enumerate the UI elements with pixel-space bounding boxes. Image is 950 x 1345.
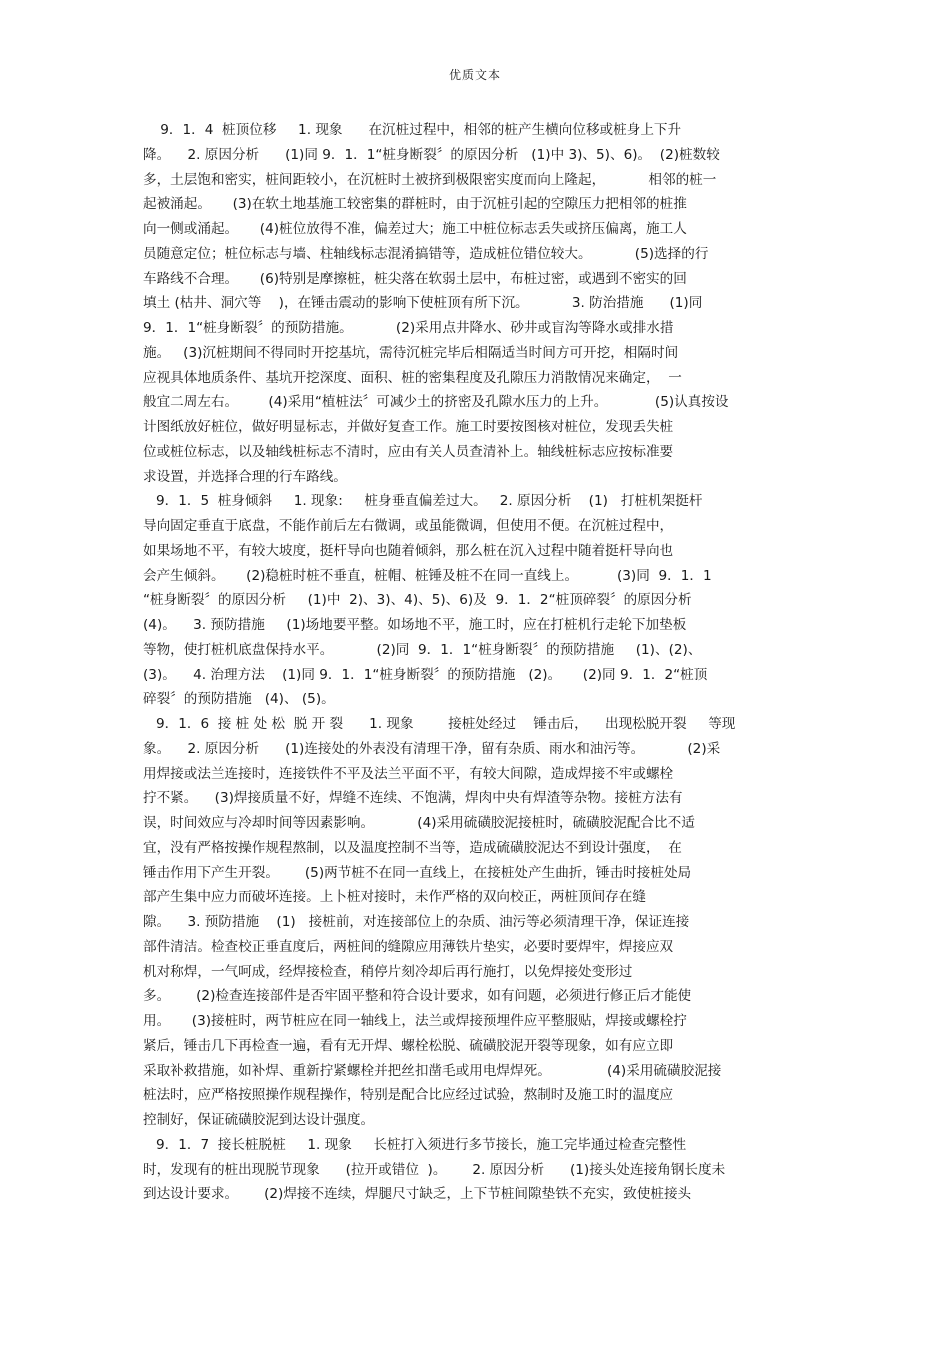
text-line: 采取补救措施，如补焊、重新拧紧螺栓并把丝扣凿毛或用电焊焊死。 (4)采用硫磺胶泥接 xyxy=(143,1062,722,1079)
text-line: 向一侧或涌起。 (4)桩位放得不准，偏差过大；施工中桩位标志丢失或挤压偏离，施工人 xyxy=(143,221,687,237)
text-line: 拧不紧。 (3)焊接质量不好，焊缝不连续、不饱满，焊肉中央有焊渣等杂物。接桩方法有 xyxy=(143,790,683,807)
text-line: 控制好，保证硫磺胶泥到达设计强度。 xyxy=(143,1112,375,1128)
text-line: 紧后，锤击几下再检查一遍，看有无开焊、螺栓松脱、硫磺胶泥开裂等现象，如有应立即 xyxy=(143,1037,674,1054)
text-line: 9．1．4 桩顶位移 1. 现象 在沉桩过程中，相邻的桩产生横向位移或桩身上下升 xyxy=(143,122,682,138)
text-line: 到达设计要求。 (2)焊接不连续，焊腿尺寸缺乏，上下节桩间隙垫铁不充实，致使桩接头 xyxy=(143,1186,692,1203)
text-line: 计图纸放好桩位，做好明显标志，并做好复查工作。施工时要按图核对桩位，发现丢失桩 xyxy=(143,419,674,435)
text-line: 降。 2. 原因分析 (1)同 9．1．1“桩身断裂〞的原因分析 (1)中 3)、5)、6)。 (2)桩数较 xyxy=(143,146,720,163)
text-line: 多，土层饱和密实，桩间距较小，在沉桩时土被挤到极限密实度而向上隆起， 相邻的桩一 xyxy=(143,171,717,188)
text-line: 施。 (3)沉桩期间不得同时开挖基坑，需待沉桩完毕后相隔适当时间方可开挖，相隔时间 xyxy=(143,344,679,361)
text-line: 起被涌起。 (3)在软土地基施工较密集的群桩时，由于沉桩引起的空隙压力把相邻的桩推 xyxy=(143,196,687,213)
text-line: (4)。 3. 预防措施 (1)场地要平整。如场地不平，施工时，应在打桩机行走轮下加垫板 xyxy=(143,617,687,633)
text-line: 误，时间效应与冷却时间等因素影响。 (4)采用硫磺胶泥接桩时，硫磺胶泥配合比不适 xyxy=(143,815,695,831)
text-line: 位或桩位标志，以及轴线桩标志不清时，应由有关人员查清补上。轴线桩标志应按标准要 xyxy=(143,443,674,460)
text-line: 宜，没有严格按操作规程熬制，以及温度控制不当等，造成硫磺胶泥达不到设计强度， 在 xyxy=(143,839,682,856)
text-line: 部件清洁。检查校正垂直度后，两桩间的缝隙应用薄铁片垫实，必要时要焊牢，焊接应双 xyxy=(143,938,674,955)
text-line: 9．1．5 桩身倾斜 1. 现象: 桩身垂直偏差过大。 2. 原因分析 (1) 打桩机架挺杆 xyxy=(143,493,703,510)
text-line: 象。 2. 原因分析 (1)连接处的外表没有清理干净，留有杂质、雨水和油污等。 (2)采 xyxy=(143,740,721,757)
text-line: 求设置，并选择合理的行车路线。 xyxy=(143,468,347,485)
text-line: 隙。 3. 预防措施 (1) 接桩前，对连接部位上的杂质、油污等必须清理干净，保证连接 xyxy=(143,914,690,930)
document-body xyxy=(143,118,805,1207)
text-line: 部产生集中应力而破坏连接。上卜桩对接时，未作严格的双向校正，两桩顶间存在缝 xyxy=(143,889,646,906)
text-line: 会产生倾斜。 (2)稳桩时桩不垂直，桩帽、桩锤及桩不在同一直线上。 (3)同 9．1．1 xyxy=(143,567,712,584)
text-line: 用焊接或法兰连接时，连接铁件不平及法兰平面不平，有较大间隙，造成焊接不牢或螺栓 xyxy=(143,765,674,782)
text-line: 员随意定位；桩位标志与墙、柱轴线标志混淆搞错等，造成桩位错位较大。 (5)选择的行 xyxy=(143,245,709,262)
text-line: 机对称焊，一气呵成，经焊接检查，稍停片刻冷却后再行施打，以免焊接处变形过 xyxy=(143,963,633,980)
text-line: 9．1．1“桩身断裂〞的预防措施。 (2)采用点井降水、砂井或盲沟等降水或排水措 xyxy=(143,320,674,336)
text-line: (3)。 4. 治理方法 (1)同 9．1．1“桩身断裂〞的预防措施 (2)。 (2)同 9．1．2“桩顶 xyxy=(143,666,708,683)
text-line: 时，发现有的桩出现脱节现象 (拉开或错位 )。 2. 原因分析 (1)接头处连接角钢长度未 xyxy=(143,1161,726,1178)
text-line: 用。 (3)接桩时，两节桩应在同一轴线上，法兰或焊接预埋件应平整服贴，焊接或螺栓拧 xyxy=(143,1013,687,1029)
text-line: 9．1．6 接 桩 处 松 脱 开 裂 1. 现象 接桩处经过 锤击后， 出现松脱开裂 等现 xyxy=(143,716,736,732)
text-line: 车路线不合理。 (6)特别是摩擦桩，桩尖落在软弱土层中，布桩过密，或遇到不密实的回 xyxy=(143,270,687,287)
text-line: 如果场地不平，有较大坡度，挺杆导向也随着倾斜，那么桩在沉入过程中随着挺杆导向也 xyxy=(143,542,674,559)
text-line: 应视具体地质条件、基坑开挖深度、面积、桩的密集程度及孔隙压力消散情况来确定， 一 xyxy=(143,369,682,386)
text-line: 等物，使打桩机底盘保持水平。 (2)同 9．1．1“桩身断裂〞的预防措施 (1)、(2)、 xyxy=(143,641,702,658)
text-line: “桩身断裂〞的原因分析 (1)中 2)、3)、4)、5)、6)及 9．1．2“桩顶碎裂〞的原因分析 xyxy=(143,592,692,609)
page-header: 优质文本 xyxy=(448,68,501,82)
text-line: 填土 (枯井、洞穴等 )，在锤击震动的影响下使桩顶有所下沉。 3. 防治措施 (1)同 xyxy=(143,295,703,312)
text-line: 9．1．7 接长桩脱桩 1. 现象 长桩打入须进行多节接长，施工完毕通过检查完整性 xyxy=(143,1136,687,1153)
text-line: 多。 (2)检查连接部件是否牢固平整和符合设计要求，如有问题，必须进行修正后才能使 xyxy=(143,988,692,1005)
text-line: 般宜二周左右。 (4)采用“植桩法〞可减少土的挤密及孔隙水压力的上升。 (5)认真按设 xyxy=(143,394,729,411)
text-line: 碎裂〞的预防措施 (4)、 (5)。 xyxy=(143,691,335,708)
text-line: 导向固定垂直于底盘，不能作前后左右微调，或虽能微调，但使用不便。在沉桩过程中， xyxy=(143,518,674,534)
text-line: 桩法时，应严格按照操作规程操作，特别是配合比应经过试验，熬制时及施工时的温度应 xyxy=(143,1087,674,1104)
text-line: 锤击作用下产生开裂。 (5)两节桩不在同一直线上，在接桩处产生曲折，锤击时接桩处局 xyxy=(143,864,692,881)
